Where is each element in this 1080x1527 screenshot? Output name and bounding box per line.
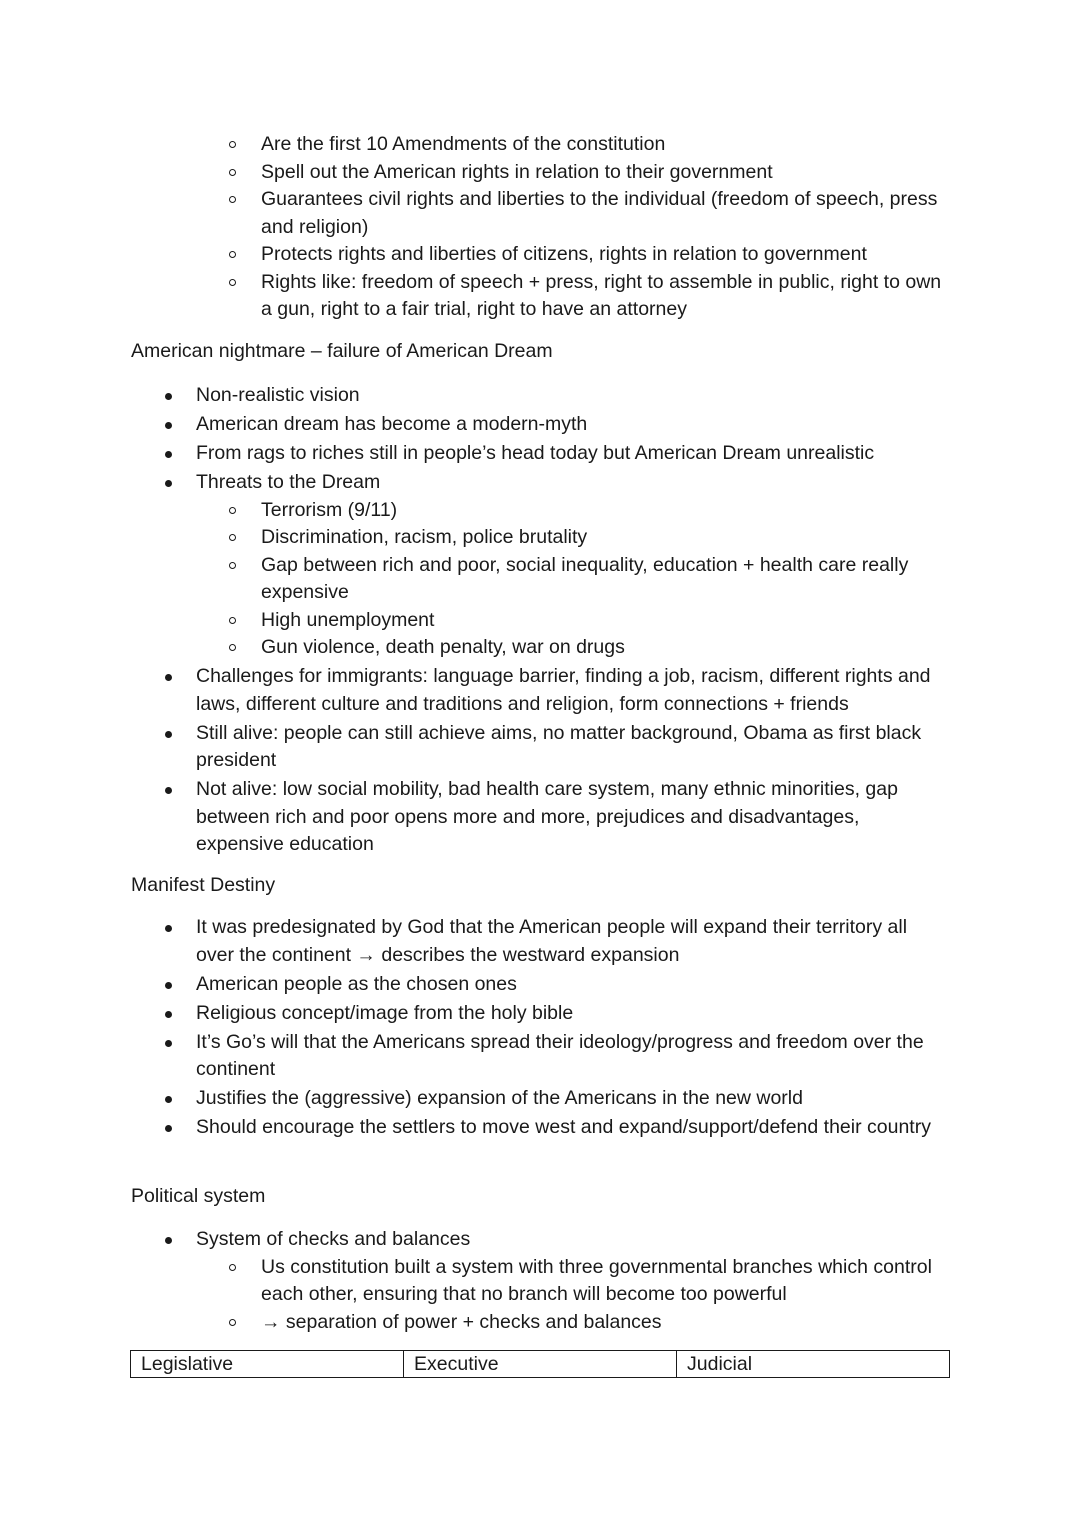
list-item: Not alive: low social mobility, bad health care system, many ethnic minorities, gap between rich and poor opens more and more, prejudices and disadvantages, expensive education [0, 776, 1080, 859]
bullet-icon [165, 1125, 172, 1132]
list-item: It was predesignated by God that the American people will expand their territory all over the continent → describes the westward expansion [0, 914, 1080, 969]
circle-bullet-icon [229, 196, 236, 203]
list-item: Guarantees civil rights and liberties to the individual (freedom of speech, press and religion) [0, 186, 1080, 241]
bullet-icon [165, 674, 172, 681]
list-item: Threats to the Dream Terrorism (9/11) Discrimination, racism, police brutality Gap between rich and poor, social inequality, education + health care really expensive High unemployment Gun violence, death penalty, war on drugs [0, 469, 1080, 662]
list-item: Us constitution built a system with three governmental branches which control each other, ensuring that no branch will become too powerful [0, 1254, 1080, 1309]
bullet-icon [165, 422, 172, 429]
list-item: It’s Go’s will that the Americans spread their ideology/progress and freedom over the continent [0, 1029, 1080, 1084]
list-item: Justifies the (aggressive) expansion of the Americans in the new world [0, 1085, 1080, 1113]
section-heading-manifest-destiny: Manifest Destiny [131, 874, 276, 896]
list-item: Non-realistic vision [0, 382, 1080, 410]
circle-bullet-icon [229, 279, 236, 286]
government-branches-table [130, 1350, 950, 1378]
bullet-icon [165, 393, 172, 400]
circle-bullet-icon [229, 562, 236, 569]
circle-bullet-icon [229, 644, 236, 651]
list-item: High unemployment [0, 607, 1080, 635]
list-item: Should encourage the settlers to move west and expand/support/defend their country [0, 1114, 1080, 1142]
table-header-legislative: Legislative [131, 1351, 404, 1378]
list-item: Protects rights and liberties of citizens, rights in relation to government [0, 241, 1080, 269]
threats-sublist [0, 497, 1080, 662]
bullet-icon [165, 982, 172, 989]
bullet-icon [165, 1040, 172, 1047]
list-item: American dream has become a modern-myth [0, 411, 1080, 439]
list-item: American people as the chosen ones [0, 971, 1080, 999]
list-item: Discrimination, racism, police brutality [0, 524, 1080, 552]
bullet-icon [165, 1011, 172, 1018]
circle-bullet-icon [229, 507, 236, 514]
list-item: Terrorism (9/11) [0, 497, 1080, 525]
bullet-icon [165, 451, 172, 458]
circle-bullet-icon [229, 1264, 236, 1271]
table-row [131, 1351, 950, 1378]
list-item: Rights like: freedom of speech + press, right to assemble in public, right to own a gun, right to a fair trial, right to have an attorney [0, 269, 1080, 324]
list-item: Challenges for immigrants: language barrier, finding a job, racism, different rights and laws, different culture and traditions and religion, form connections + friends [0, 663, 1080, 718]
bullet-icon [165, 925, 172, 932]
table-header-judicial: Judicial [677, 1351, 950, 1378]
bullet-icon [165, 1096, 172, 1103]
list-item: Still alive: people can still achieve aims, no matter background, Obama as first black president [0, 720, 1080, 775]
list-item: → separation of power + checks and balances [0, 1309, 1080, 1337]
circle-bullet-icon [229, 534, 236, 541]
bullet-icon [165, 787, 172, 794]
circle-bullet-icon [229, 169, 236, 176]
bill-of-rights-list [0, 131, 1080, 324]
section-heading-political-system: Political system [131, 1185, 266, 1207]
bullet-icon [165, 480, 172, 487]
list-item: From rags to riches still in people’s head today but American Dream unrealistic [0, 440, 1080, 468]
circle-bullet-icon [229, 141, 236, 148]
list-item: Religious concept/image from the holy bible [0, 1000, 1080, 1028]
circle-bullet-icon [229, 1319, 236, 1326]
list-item: System of checks and balances Us constitution built a system with three governmental branches which control each other, ensuring that no branch will become too powerful → separation of power + checks and balances [0, 1226, 1080, 1336]
list-item: Spell out the American rights in relation to their government [0, 159, 1080, 187]
section-heading-american-nightmare: American nightmare – failure of American Dream [131, 340, 553, 362]
bullet-icon [165, 731, 172, 738]
checks-balances-sublist [0, 1254, 1080, 1337]
circle-bullet-icon [229, 617, 236, 624]
list-item: Gun violence, death penalty, war on drugs [0, 634, 1080, 662]
table-header-executive: Executive [404, 1351, 677, 1378]
circle-bullet-icon [229, 251, 236, 258]
bullet-icon [165, 1237, 172, 1244]
manifest-destiny-list [0, 914, 1080, 1143]
political-system-list [0, 1226, 1080, 1338]
list-item: Gap between rich and poor, social inequality, education + health care really expensive [0, 552, 1080, 607]
list-item: Are the first 10 Amendments of the constitution [0, 131, 1080, 159]
american-nightmare-list [0, 382, 1080, 860]
